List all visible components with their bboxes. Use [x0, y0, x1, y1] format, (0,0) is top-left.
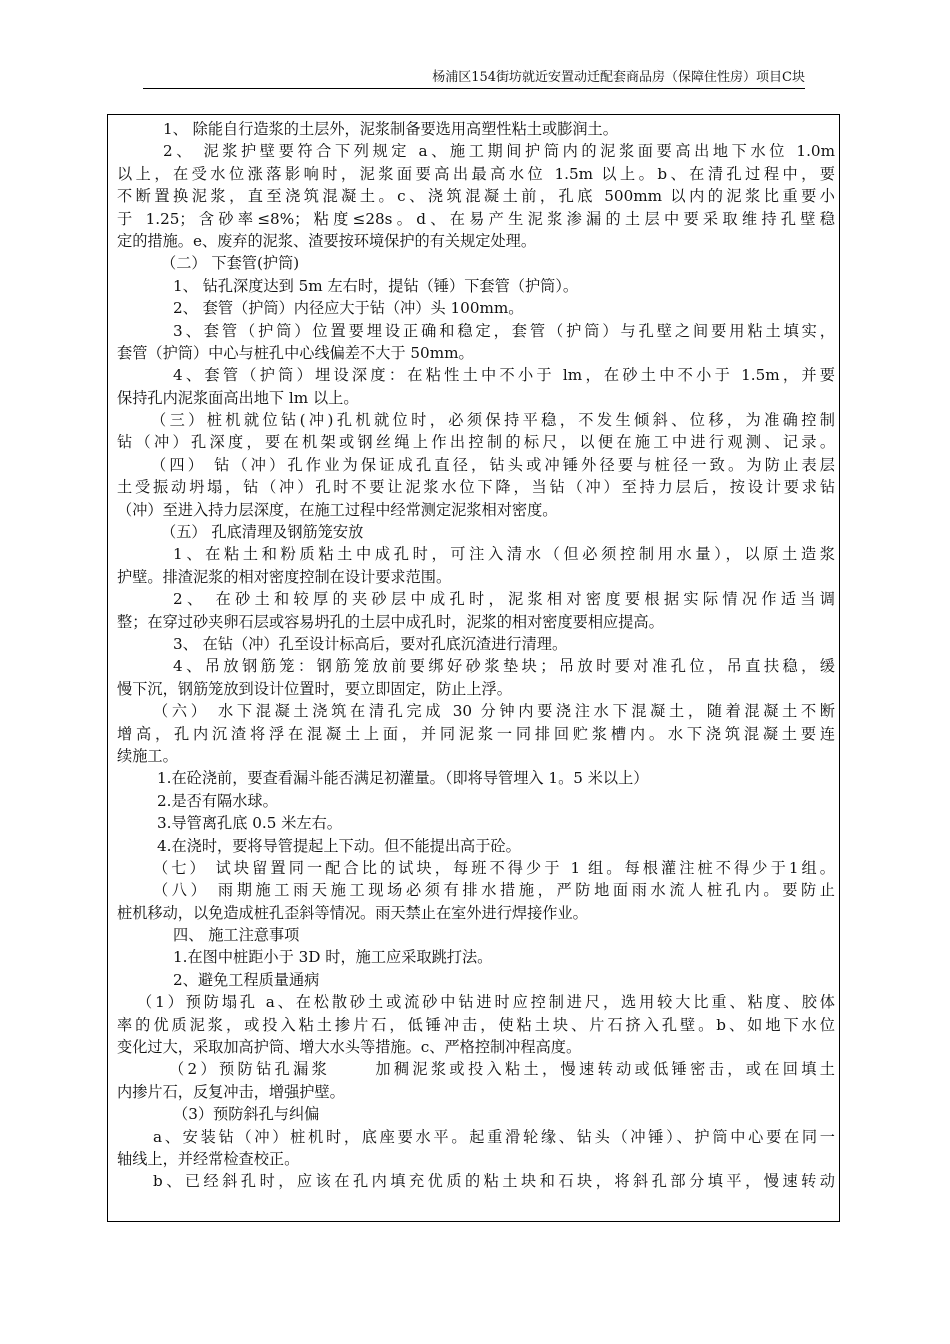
text-line: 钻（冲）孔深度，要在机架或钢丝绳上作出控制的标尺，以便在施工中进行观测、记录。 — [117, 433, 835, 452]
text-line: 1.在图中桩距小于 3D 时，施工应采取跳打法。 — [173, 948, 493, 967]
text-line: 4、吊放钢筋笼：钢筋笼放前要绑好砂浆垫块；吊放时要对准孔位，吊直扶稳，缓 — [173, 657, 835, 676]
text-line: 护壁。排渣泥浆的相对密度控制在设计要求范围。 — [117, 567, 452, 586]
text-line: 内掺片石，反复冲击，增强护壁。 — [117, 1082, 345, 1101]
text-line: 2、 泥浆护壁要符合下列规定 a、施工期间护筒内的泥浆面要高出地下水位 1.0m — [163, 142, 835, 161]
text-line: （1）预防塌孔 a、在松散砂土或流砂中钻进时应控制进尺，选用较大比重、粘度、胶体 — [137, 993, 835, 1012]
text-line: 于 1.25；含砂率≤8%；粘度≤28s。d、在易产生泥浆渗漏的土层中要采取维持孔壁稳 — [117, 209, 835, 228]
text-line: 1、在粘土和粉质粘土中成孔时，可注入清水（但必须控制用水量），以原土造浆 — [173, 545, 835, 564]
text-line: （八） 雨期施工雨天施工现场必须有排水措施，严防地面雨水流人桩孔内。要防止 — [153, 881, 835, 900]
text-line: 桩机移动，以免造成桩孔歪斜等情况。雨天禁止在室外进行焊接作业。 — [117, 903, 588, 922]
text-line: 四、 施工注意事项 — [173, 926, 300, 945]
text-line: （五） 孔底清理及钢筋笼安放 — [161, 523, 364, 542]
text-line: 1、 钻孔深度达到 5m 左右时，提钻（锤）下套管（护筒）。 — [173, 276, 579, 295]
text-line: 定的措施。e、废弃的泥浆、渣要按环境保护的有关规定处理。 — [117, 231, 537, 250]
text-line: 2、 套管（护筒）内径应大于钻（冲）头 100mm。 — [173, 299, 524, 318]
text-line: 增高，孔内沉渣将浮在混凝土上面，并同泥浆一同排回贮浆槽内。水下浇筑混凝土要连 — [117, 724, 835, 743]
text-line: （六） 水下混凝土浇筑在清孔完成 30 分钟内要浇注水下混凝土，随着混凝土不断 — [153, 702, 835, 721]
text-line: a、安装钻（冲）桩机时，底座要水平。起重滑轮缘、钻头（冲锤）、护筒中心要在同一 — [153, 1127, 835, 1146]
text-line: 套管（护筒）中心与桩孔中心线偏差不大于 50mm。 — [117, 343, 474, 362]
text-line: 3、套管（护筒）位置要埋设正确和稳定，套管（护筒）与孔壁之间要用粘土填实， — [173, 321, 835, 340]
text-line: 3、 在钻（冲）孔至设计标高后，要对孔底沉渣进行清理。 — [173, 634, 568, 653]
text-line: （2）预防钻孔漏浆 加稠泥浆或投入粘土，慢速转动或低锤密击，或在回填土 — [169, 1060, 835, 1079]
text-line: 1.在砼浇前，要查看漏斗能否满足初灌量。（即将导管埋入 1。5 米以上） — [157, 769, 649, 788]
text-line: 土受振动坍塌，钻（冲）孔时不要让泥浆水位下降，当钻（冲）至持力层后，按设计要求钻 — [117, 478, 835, 497]
text-line: （四） 钻（冲）孔作业为保证成孔直径，钻头或冲锤外径要与桩径一致。为防止表层 — [151, 455, 835, 474]
text-line: （二） 下套管(护筒) — [161, 254, 300, 273]
text-line: 4.在浇时，要将导管提起上下动。但不能提出高于砼。 — [157, 836, 521, 855]
text-line: 率的优质泥浆，或投入粘土掺片石，低锤冲击，使粘土块、片石挤入孔壁。b、如地下水位 — [117, 1015, 835, 1034]
text-line: 不断置换泥浆，直至浇筑混凝土。c、浇筑混凝土前，孔底 500mm 以内的泥浆比重要小 — [117, 187, 835, 206]
text-line: b、已经斜孔时，应该在孔内填充优质的粘土块和石块，将斜孔部分填平，慢速转动 — [153, 1172, 835, 1191]
text-line: （七） 试块留置同一配合比的试块，每班不得少于 1 组。每根灌注桩不得少于1组。 — [153, 858, 835, 877]
text-line: （3）预防斜孔与纠偏 — [173, 1105, 320, 1124]
page-header — [143, 66, 805, 89]
text-line: 4、套管（护筒）埋设深度：在粘性土中不小于 lm，在砂土中不小于 1.5m，并要 — [173, 366, 835, 385]
project-title: 杨浦区154街坊就近安置动迁配套商品房（保障住性房）项目C块 — [432, 70, 805, 85]
text-line: 变化过大，采取加高护筒、增大水头等措施。c、严格控制冲程高度。 — [117, 1038, 582, 1057]
text-line: 2.是否有隔水球。 — [157, 791, 278, 810]
text-line: 整；在穿过砂夹卵石层或容易坍孔的土层中成孔时，泥浆的相对密度要相应提高。 — [117, 612, 664, 631]
text-line: 1、 除能自行造浆的土层外，泥浆制备要选用高塑性粘土或膨润土。 — [163, 120, 618, 138]
text-line: （三）桩机就位钻(冲)孔机就位时，必须保持平稳，不发生倾斜、位移，为准确控制 — [151, 411, 835, 430]
text-line: （冲）至进入持力层深度，在施工过程中经常测定泥浆相对密度。 — [117, 500, 558, 519]
text-line: 2、 在砂土和较厚的夹砂层中成孔时，泥浆相对密度要根据实际情况作适当调 — [173, 590, 835, 609]
text-line: 以上，在受水位涨落影响时，泥浆面要高出最高水位 1.5m 以上。b、在清孔过程中，要 — [117, 164, 835, 183]
document-body — [117, 118, 835, 1193]
text-line: 续施工。 — [117, 746, 178, 765]
text-line: 2、避免工程质量通病 — [173, 970, 320, 989]
text-line: 保持孔内泥浆面高出地下 lm 以上。 — [117, 388, 359, 407]
text-line: 轴线上，并经常检查校正。 — [117, 1149, 300, 1168]
text-line: 3.导管离孔底 0.5 米左右。 — [157, 814, 342, 833]
text-line: 慢下沉，钢筋笼放到设计位置时，要立即固定，防止上浮。 — [117, 679, 512, 698]
